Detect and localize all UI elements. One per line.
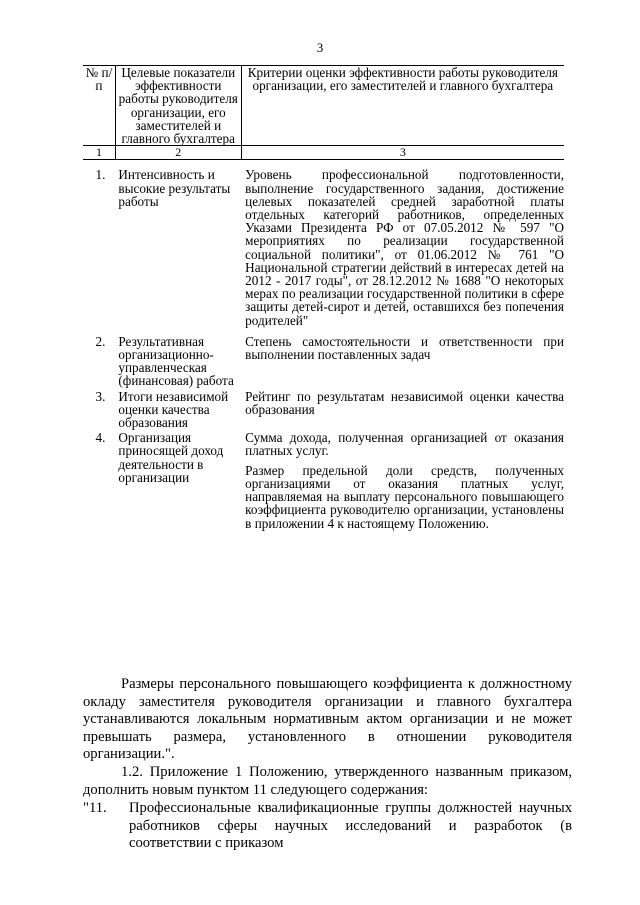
table-header-row	[83, 66, 564, 146]
column-number-row	[83, 146, 564, 160]
row-number: 1.	[95, 167, 106, 183]
body-list-item-11	[83, 800, 572, 853]
body-paragraph-coefficient	[83, 676, 572, 764]
row-number: 4.	[95, 430, 106, 446]
criteria-table	[83, 65, 564, 536]
paragraph-text: Размеры персонального повышающего коэффициента к должностному окладу заместителя руководителя организации и главного бухгалтера устанавливаются локальным нормативным актом организации и не может превышать размера, установленного в отношении руководителя организации.".	[83, 676, 572, 762]
row-criteria	[241, 160, 564, 333]
paragraph-text: 1.2. Приложение 1 Положению, утвержденного названным приказом, дополнить новым пунктом 11 следующего содержания:	[83, 764, 572, 798]
table-row	[83, 388, 564, 430]
row-number: 2.	[95, 333, 106, 349]
criteria-text: Степень самостоятельности и ответственности при выполнении поставленных задач	[245, 333, 564, 363]
list-item-number: "11.	[83, 800, 107, 816]
list-item	[83, 800, 572, 853]
row-indicator: Интенсивность и высокие результаты работы	[118, 167, 231, 209]
column-number-1: 1	[83, 146, 115, 160]
header-indicators: Целевые показатели эффективности работы руководителя организации, его заместителей и главного бухгалтера	[115, 66, 241, 146]
list-item-text: Профессиональные квалификационные группы должностей научных работников сферы научных исследований и разработок (в соответствии с приказом	[129, 800, 572, 851]
table-row	[83, 429, 564, 535]
row-indicator: Результативная организационно-управленческая (финансовая) работа	[118, 333, 234, 389]
column-number-2: 2	[115, 146, 241, 160]
criteria-text: Рейтинг по результатам независимой оценки качества образования	[245, 388, 564, 417]
criteria-text: Размер предельной доли средств, полученных организациями от оказания платных услуг, направляемая на выплату персонального повышающего коэффициента руководителю организации, установлены в приложении 4 к настоящему Положению.	[245, 462, 564, 531]
column-number-3: 3	[399, 145, 406, 160]
page-number: 3	[316, 40, 324, 55]
header-criteria: Критерии оценки эффективности работы руководителя организации, его заместителей и главного бухгалтера	[247, 65, 558, 94]
row-indicator: Итоги независимой оценки качества образования	[118, 388, 229, 431]
header-number: № п/п	[83, 66, 115, 146]
body-paragraph-amendment	[83, 764, 572, 799]
table-row	[83, 333, 564, 388]
criteria-text: Сумма дохода, полученная организацией от оказания платных услуг.	[245, 430, 564, 459]
row-criteria	[241, 333, 564, 388]
row-number: 3.	[95, 388, 106, 404]
table-row	[83, 160, 564, 333]
row-indicator: Организация приносящей доход деятельности в организации	[118, 430, 224, 485]
row-criteria	[241, 388, 564, 430]
criteria-text: Уровень профессиональной подготовленности, выполнение государственного задания, достижение целевых показателей средней заработной платы отдельных категорий работников, определенных Указами Президента РФ от 07.05.2012 № 597 "О мероприятиях по реализации государственной социальной политики", от 01.06.2012 № 761 "О Национальной стратегии действий в интересах детей на 2012 - 2017 годы", от 28.12.2012 № 1688 "О некоторых мерах по реализации государственной политики в сфере защиты детей-сирот и детей, оставшихся без попечения родителей"	[245, 167, 564, 328]
row-criteria	[241, 429, 564, 535]
